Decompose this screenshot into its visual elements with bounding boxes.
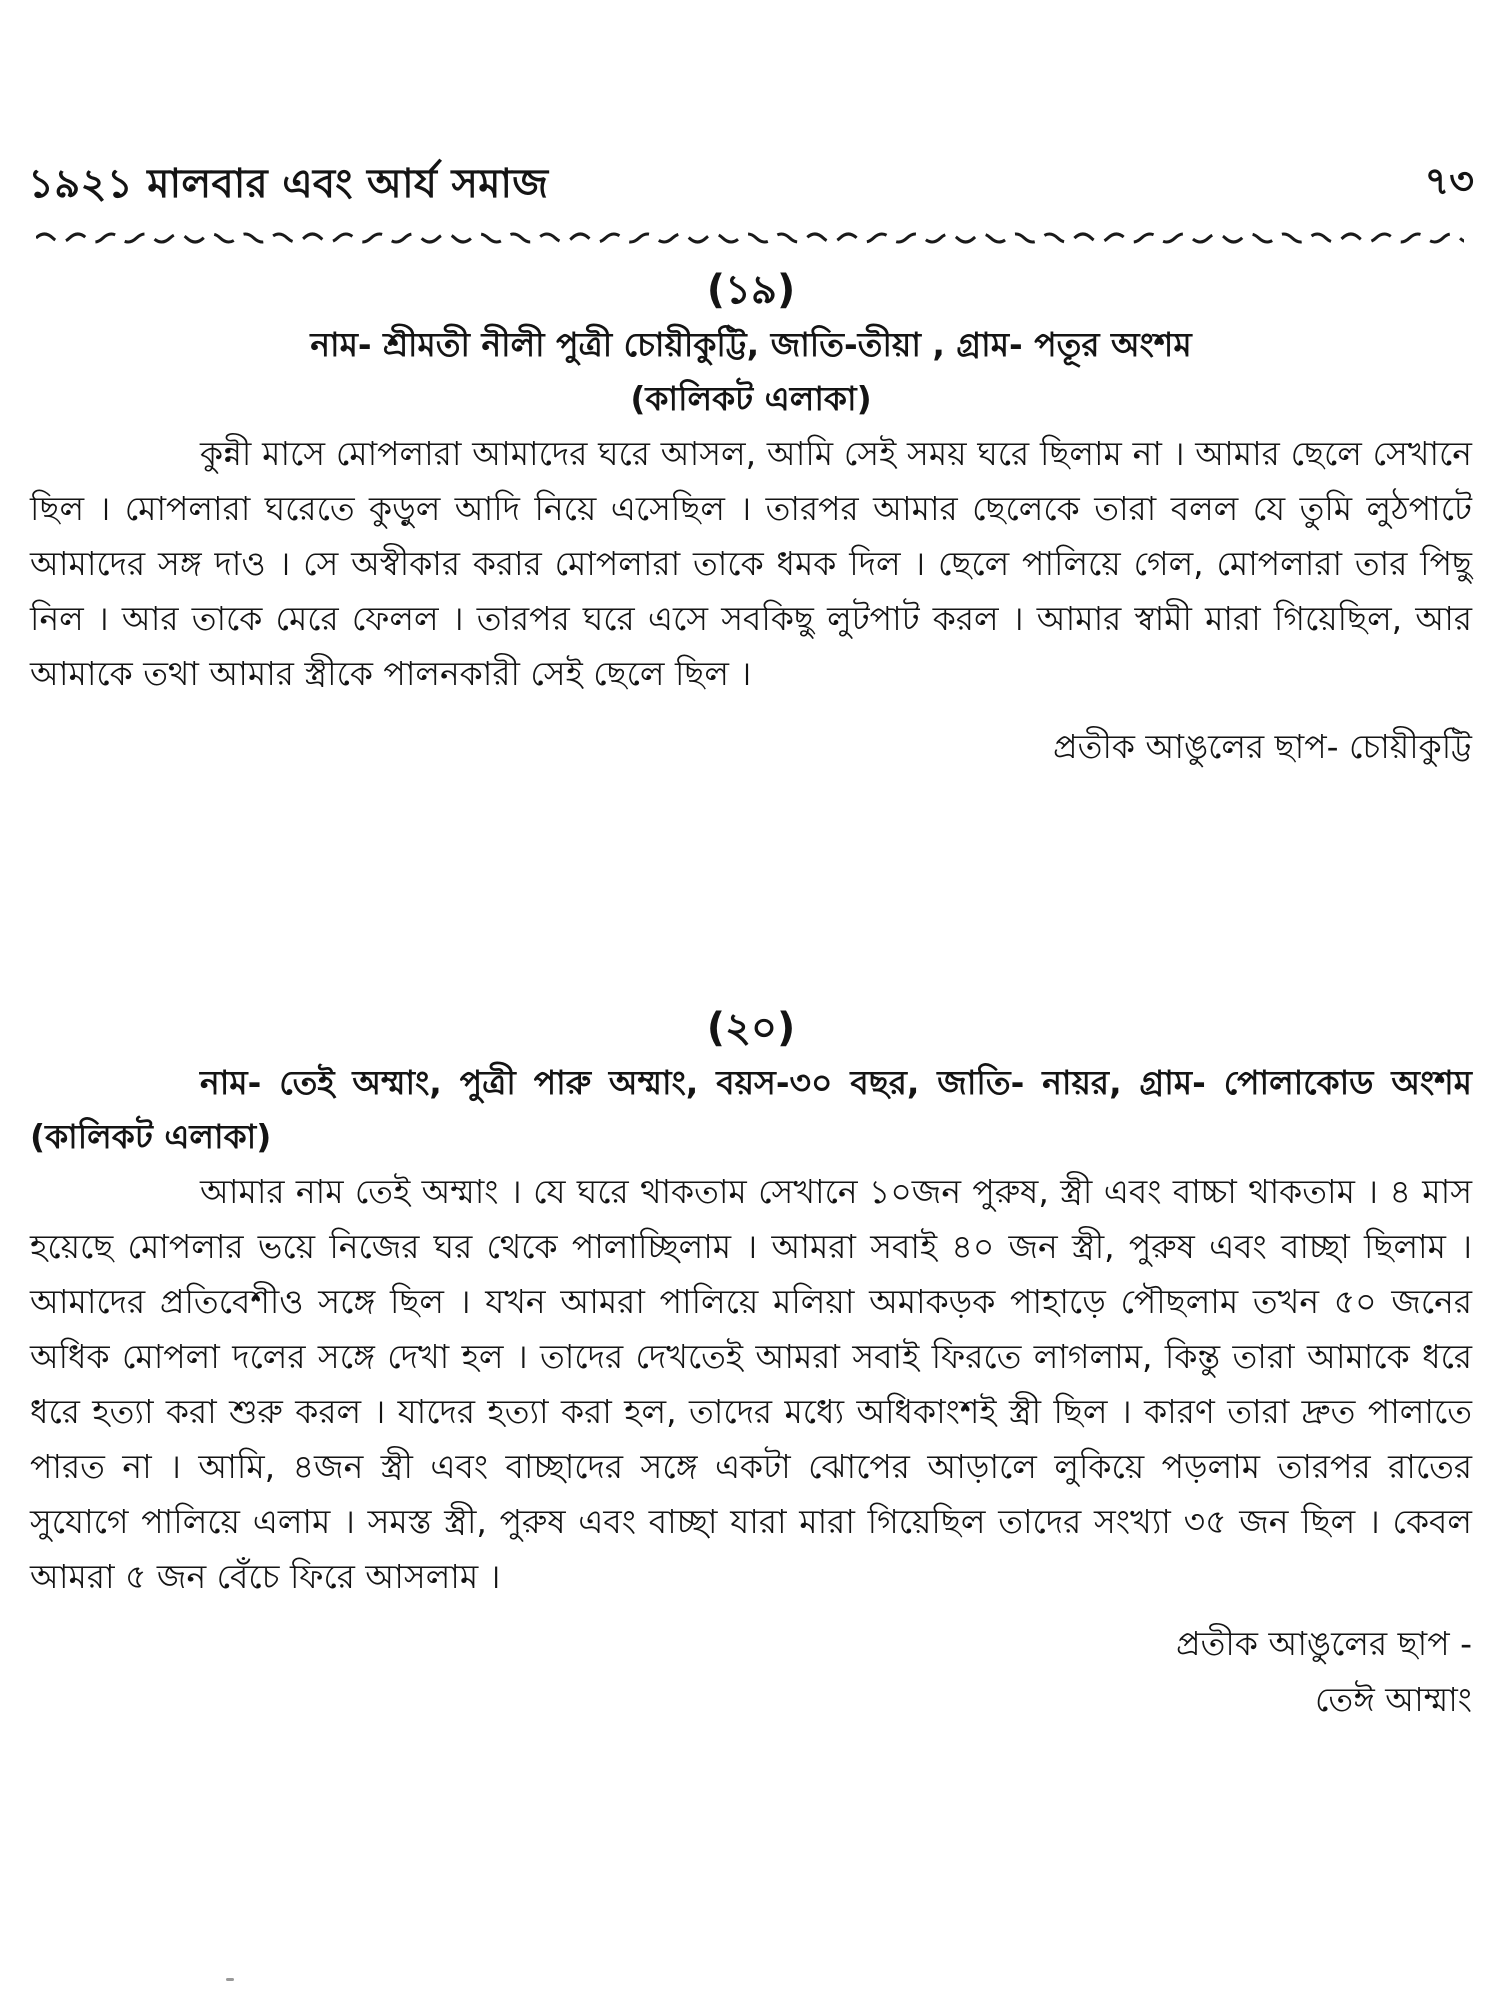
running-title: ১৯২১ মালবার এবং আর্য সমাজ [28, 161, 549, 207]
entry-20 [30, 1000, 1472, 1728]
entry-signature [30, 1616, 1472, 1728]
page-number: ৭৩ [1424, 159, 1474, 203]
signature-name: তেঈ আম্মাং [1315, 1680, 1472, 1719]
print-speck [226, 1978, 234, 1981]
entry-name-line: নাম- তেই অম্মাং, পুত্রী পারু অম্মাং, বয়স-৩০ বছর, জাতি- নায়র, গ্রাম- পোলাকোড অংশম (কালিকট এলাকা) [30, 1063, 1472, 1156]
entry-name-line [30, 318, 1472, 426]
page-header [28, 152, 1474, 212]
entry-area: (কালিকট এলাকা) [630, 379, 872, 418]
entry-name-text: নাম- শ্রীমতী নীলী পুত্রী চোয়ীকুট্টি, জাতি-তীয়া , গ্রাম- পতূর অংশম [310, 325, 1192, 364]
entry-statement: আমার নাম তেই অম্মাং । যে ঘরে থাকতাম সেখানে ১০জন পুরুষ, স্ত্রী এবং বাচ্চা থাকতাম । ৪ মাস হয়েছে মোপলার ভয়ে নিজের ঘর থেকে পালাচ্ছিলাম । আমরা সবাই ৪০ জন স্ত্রী, পুরুষ এবং বাচ্ছা ছিলাম । আমাদের প্রতিবেশীও সঙ্গে ছিল । যখন আমরা পালিয়ে মলিয়া অমাকড়ক পাহাড়ে পৌছলাম তখন ৫০ জনের অধিক মোপলা দলের সঙ্গে দেখা হল । তাদের দেখতেই আমরা সবাই ফিরতে লাগলাম, কিন্তু তারা আমাকে ধরে ধরে হত্যা করা শুরু করল । যাদের হত্যা করা হল, তাদের মধ্যে অধিকাংশই স্ত্রী ছিল । কারণ তারা দ্রুত পালাতে পারত না । আমি, ৪জন স্ত্রী এবং বাচ্ছাদের সঙ্গে একটা ঝোপের আড়ালে লুকিয়ে পড়লাম তারপর রাতের সুযোগে পালিয়ে এলাম । সমস্ত স্ত্রী, পুরুষ এবং বাচ্ছা যারা মারা গিয়েছিল তাদের সংখ্যা ৩৫ জন ছিল । কেবল আমরা ৫ জন বেঁচে ফিরে আসলাম । [30, 1172, 1472, 1596]
tilde-stroke [36, 234, 1464, 242]
entry-statement: কুন্নী মাসে মোপলারা আমাদের ঘরে আসল, আমি সেই সময় ঘরে ছিলাম না । আমার ছেলে সেখানে ছিল । মোপলারা ঘরেতে কুড়ুল আদি নিয়ে এসেছিল । তারপর আমার ছেলেকে তারা বলল যে তুমি লুঠপাটে আমাদের সঙ্গ দাও । সে অস্বীকার করার মোপলারা তাকে ধমক দিল । ছেলে পালিয়ে গেল, মোপলারা তার পিছু নিল । আর তাকে মেরে ফেলল । তারপর ঘরে এসে সবকিছু লুটপাট করল । আমার স্বামী মারা গিয়েছিল, আর আমাকে তথা আমার স্ত্রীকে পালনকারী সেই ছেলে ছিল । [30, 434, 1472, 693]
signature-text: প্রতীক আঙুলের ছাপ- চোয়ীকুট্টি [1053, 727, 1472, 766]
entry-number: (১৯) [706, 267, 796, 313]
tilde-divider [36, 226, 1464, 250]
signature-label: প্রতীক আঙুলের ছাপ - [1176, 1624, 1472, 1663]
entry-signature [30, 719, 1472, 775]
entry-19 [30, 262, 1472, 775]
entry-number: (২০) [706, 1005, 796, 1051]
